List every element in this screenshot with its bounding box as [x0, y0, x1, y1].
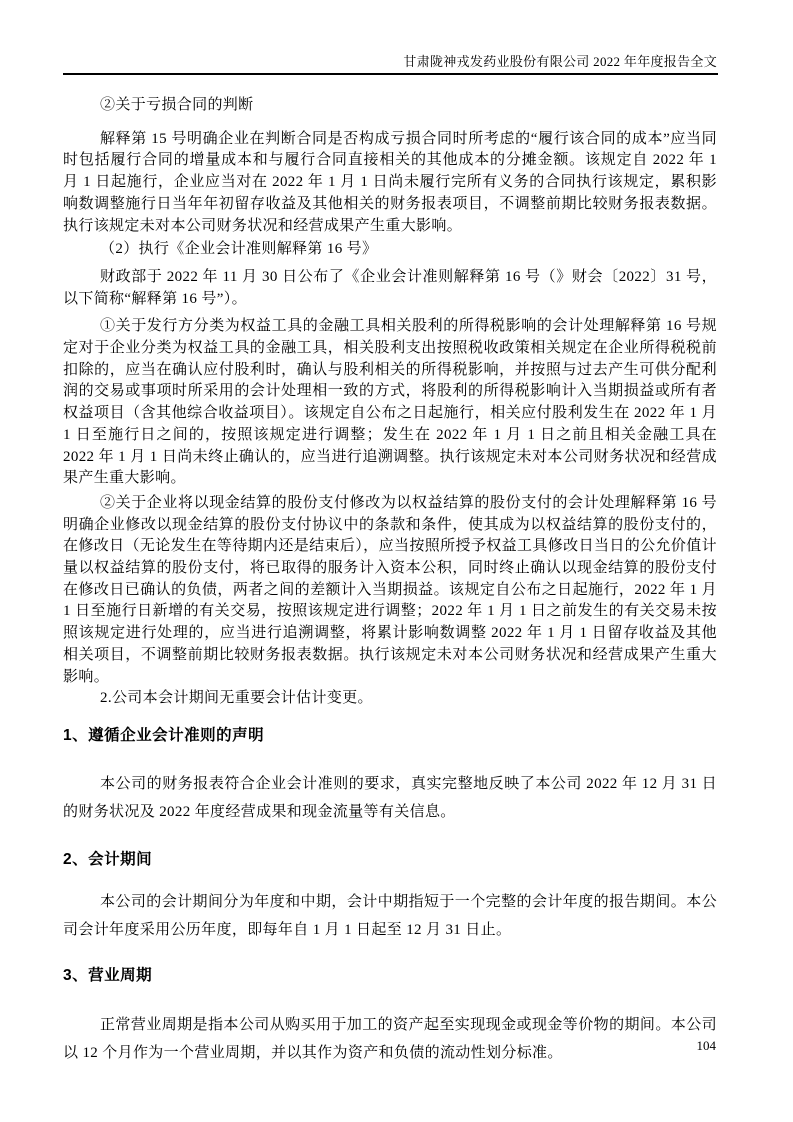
- paragraph-operating-cycle: 正常营业周期是指本公司从购买用于加工的资产起至实现现金或现金等价物的期间。本公司以 12 个月作为一个营业周期，并以其作为资产和负债的流动性划分标准。: [63, 1016, 717, 1061]
- page-number: 104: [696, 1038, 716, 1053]
- paragraph-interpretation-15: 解释第 15 号明确企业在判断合同是否构成亏损合同时所考虑的“履行该合同的成本”应当同时包括履行合同的增量成本和与履行合同直接相关的其他成本的分摊金额。该规定自 2022 年 1 月 1 日起施行，企业应当对在 2022 年 1 月 1 日尚未履行完所有义务的合同执行该规定，累积影响数调整施行日当年年初留存收益及其他相关的财务报表项目，不调整前期比较财务报表数据。执行该规定未对本公司财务状况和经营成果产生重大影响。: [63, 130, 717, 234]
- item-title-interpretation-16: （2）执行《企业会计准则解释第 16 号》: [100, 241, 378, 258]
- section-heading-compliance-statement: 1、遵循企业会计准则的声明: [63, 726, 265, 744]
- section-heading-operating-cycle: 3、营业周期: [63, 966, 153, 984]
- section-heading-accounting-period: 2、会计期间: [63, 850, 153, 868]
- page-header-title: 甘肃陇神戎发药业股份有限公司 2022 年年度报告全文: [403, 54, 717, 69]
- paragraph-accounting-period: 本公司的会计期间分为年度和中期，会计中期指短于一个完整的会计年度的报告期间。本公司会计年度采用公历年度，即每年自 1 月 1 日起至 12 月 31 日止。: [63, 893, 717, 938]
- paragraph-mof-announcement: 财政部于 2022 年 11 月 30 日公布了《企业会计准则解释第 16 号（》财会〔2022〕31 号，以下简称“解释第 16 号”）。: [63, 268, 717, 307]
- header-rule: [63, 73, 718, 75]
- document-body: [63, 95, 717, 1067]
- item-title-loss-contract: ②关于亏损合同的判断: [100, 97, 254, 113]
- paragraph-compliance-statement: 本公司的财务报表符合企业会计准则的要求，真实完整地反映了本公司 2022 年 12 月 31 日的财务状况及 2022 年度经营成果和现金流量等有关信息。: [63, 775, 717, 820]
- paragraph-share-payment-modification: ②关于企业将以现金结算的股份支付修改为以权益结算的股份支付的会计处理解释第 16 号明确企业修改以现金结算的股份支付协议中的条款和条件，使其成为以权益结算的股份支付的，在修改日（无论发生在等待期内还是结束后），应当按照所授予权益工具修改日当日的公允价值计量以权益结算的股份支付，将已取得的服务计入资本公积，同时终止确认以现金结算的股份支付在修改日已确认的负债，两者之间的差额计入当期损益。该规定自公布之日起施行，2022 年 1 月 1 日至施行日新增的有关交易，按照该规定进行调整；2022 年 1 月 1 日之前发生的有关交易未按照该规定进行处理的，应当进行追溯调整，将累计影响数调整 2022 年 1 月 1 日留存收益及其他相关项目，不调整前期比较财务报表数据。执行该规定未对本公司财务状况和经营成果产生重大影响。: [63, 494, 717, 685]
- paragraph-dividend-income-tax: ①关于发行方分类为权益工具的金融工具相关股利的所得税影响的会计处理解释第 16 号规定对于企业分类为权益工具的金融工具，相关股利支出按照税收政策相关规定在企业所得税税前扣除的，应当在确认应付股利时，确认与股利相关的所得税影响，并按照与过去产生可供分配利润的交易或事项时所采用的会计处理相一致的方式，将股利的所得税影响计入当期损益或所有者权益项目（含其他综合收益项目）。该规定自公布之日起施行，相关应付股利发生在 2022 年 1 月 1 日至施行日之间的，按照该规定进行调整；发生在 2022 年 1 月 1 日之前且相关金融工具在 2022 年 1 月 1 日尚未终止确认的，应当进行追溯调整。执行该规定未对本公司财务状况和经营成果产生重大影响。: [63, 318, 717, 487]
- paragraph-no-estimate-change: 2.公司本会计期间无重要会计估计变更。: [100, 690, 373, 707]
